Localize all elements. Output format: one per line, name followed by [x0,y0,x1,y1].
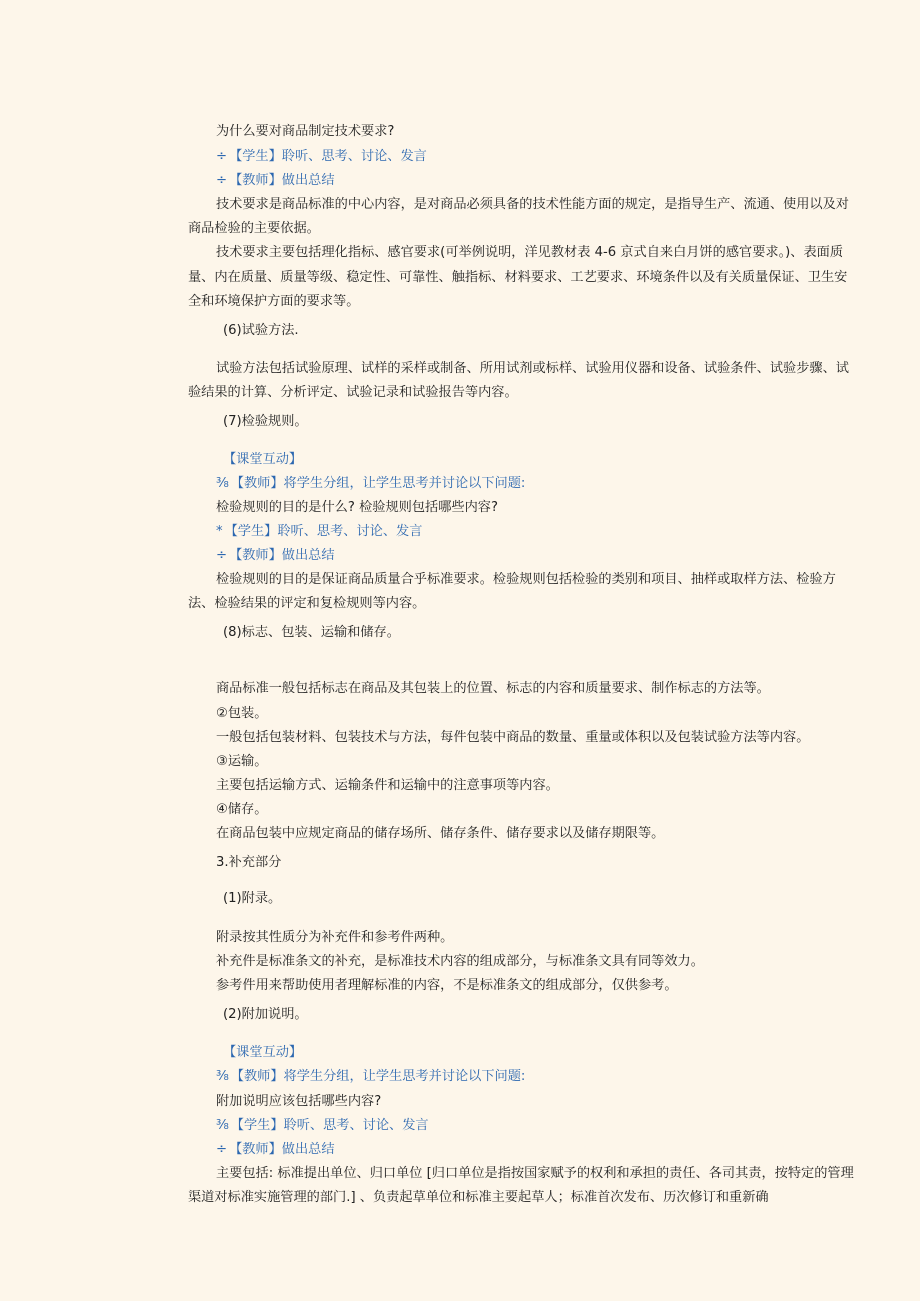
paragraph-line: 全和环境保护方面的要求等。 [188,294,360,309]
bullet-mark: * [216,524,223,539]
section-heading: (6)试验方法. [223,323,299,338]
bullet-mark: ⅜ [216,476,229,491]
question-line: 为什么要对商品制定技术要求? [216,124,395,139]
paragraph-line: 检验规则的目的是保证商品质量合乎标准要求。检验规则包括检验的类别和项目、抽样或取样方法、检验方 [216,572,836,587]
bullet-mark: ⅜ [216,1069,229,1084]
bullet-mark: ÷ [216,1142,228,1157]
item-heading: ③运输。 [216,754,268,769]
section-heading: (1)附录。 [223,891,282,906]
paragraph-line: 附录按其性质分为补充件和参考件两种。 [216,930,454,945]
paragraph-line: 技术要求主要包括理化指标、感官要求(可举例说明，洋见教材表 4-6 京式自来白月饼的感官要求。)、表面质 [216,245,844,260]
question-line: 检验规则的目的是什么? 检验规则包括哪些内容? [216,500,498,515]
paragraph-line: 在商品包装中应规定商品的储存场所、储存条件、储存要求以及储存期限等。 [216,826,665,841]
paragraph-line: 量、内在质量、质量等级、稳定性、可靠性、触指标、材料要求、工艺要求、环境条件以及有关质量保证、卫生安 [188,270,848,285]
student-line: ÷ 【学生】聆听、思考、讨论、发言 [216,149,427,164]
paragraph-line: 一般包括包装材料、包装技术与方法，每件包装中商品的数量、重量或体积以及包装试验方法等内容。 [216,730,810,745]
section-heading: 3.补充部分 [216,855,282,870]
section-heading: (2)附加说明。 [223,1007,308,1022]
paragraph-line: 法、检验结果的评定和复检规则等内容。 [188,596,426,611]
teacher-line: ÷ 【教师】做出总结 [216,548,335,563]
paragraph-line: 商品检验的主要依据。 [188,221,320,236]
paragraph-line: 参考件用来帮助使用者理解标准的内容，不是标准条文的组成部分，仅供参考。 [216,978,678,993]
interaction-heading: 【课堂互动】 [223,452,303,467]
teacher-line: ÷ 【教师】做出总结 [216,1142,335,1157]
question-line: 附加说明应该包括哪些内容? [216,1094,382,1109]
bullet-mark: ÷ [216,173,228,188]
student-line: ⅜ 【学生】聆听、思考、讨论、发言 [216,1118,429,1133]
bullet-mark: ÷ [216,149,228,164]
teacher-line: ⅜ 【教师】将学生分组，让学生思考并讨论以下问题: [216,476,526,491]
paragraph-line: 渠道对标准实施管理的部门.] 、负责起草单位和标准主要起草人；标准首次发布、历次修订和重新确 [188,1190,769,1205]
interaction-heading: 【课堂互动】 [223,1045,303,1060]
paragraph-line: 主要包括: 标准提出单位、归口单位 [归口单位是指按国家赋予的权利和承担的责任、各司其责，按特定的管理 [216,1166,854,1181]
section-heading: (7)检验规则。 [223,414,308,429]
item-heading: ②包装。 [216,706,268,721]
paragraph-line: 补充件是标准条文的补充，是标准技术内容的组成部分，与标准条文具有同等效力。 [216,954,704,969]
paragraph-line: 主要包括运输方式、运输条件和运输中的注意事项等内容。 [216,778,559,793]
item-heading: ④储存。 [216,802,268,817]
paragraph-line: 商品标准一般包括标志在商品及其包装上的位置、标志的内容和质量要求、制作标志的方法等。 [216,681,770,696]
paragraph-line: 试验方法包括试验原理、试样的采样或制备、所用试剂或标样、试验用仪器和设备、试验条件、试验步骤、试 [216,361,849,376]
teacher-line: ⅜ 【教师】将学生分组，让学生思考并讨论以下问题: [216,1069,526,1084]
teacher-line: ÷ 【教师】做出总结 [216,173,335,188]
section-heading: (8)标志、包装、运输和储存。 [223,625,400,640]
bullet-mark: ⅜ [216,1118,229,1133]
paragraph-line: 验结果的计算、分析评定、试验记录和试验报告等内容。 [188,385,518,400]
paragraph-line: 技术要求是商品标准的中心内容，是对商品必须具备的技术性能方面的规定，是指导生产、流通、使用以及对 [216,197,849,212]
student-line: * 【学生】聆听、思考、讨论、发言 [216,524,423,539]
bullet-mark: ÷ [216,548,228,563]
